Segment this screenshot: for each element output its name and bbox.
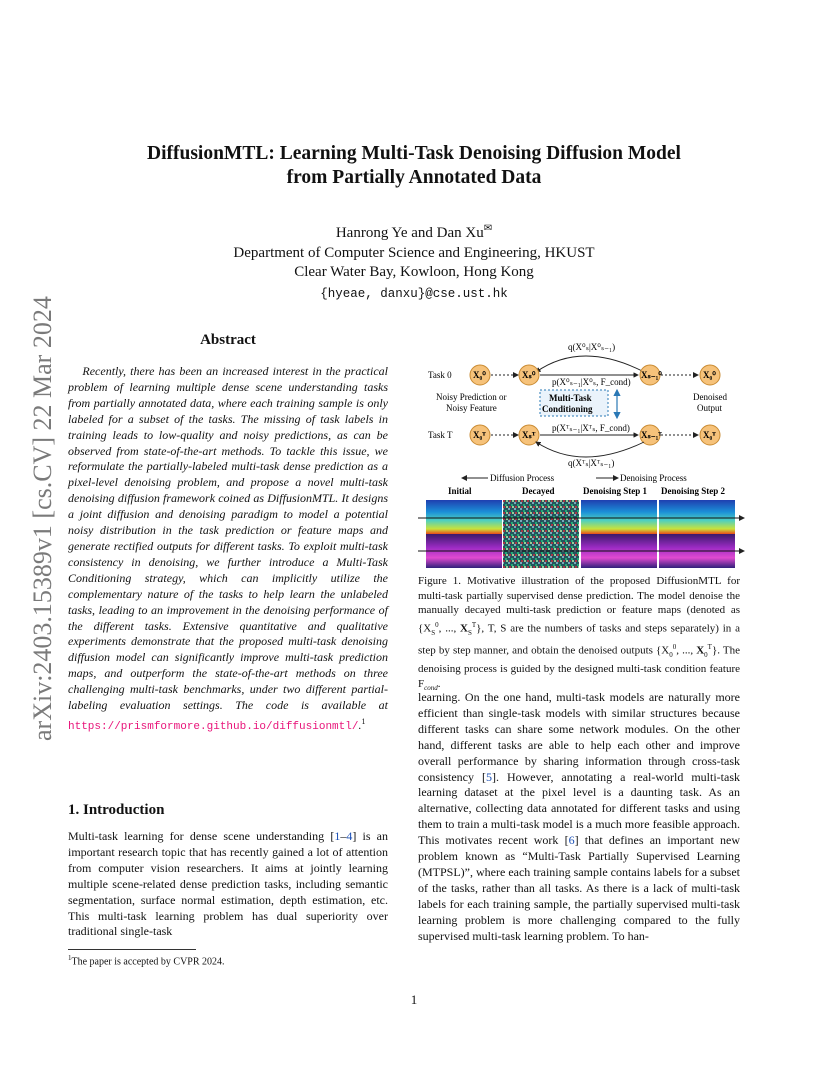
right-column-text: learning. On the one hand, multi-task models are naturally more efficient than single-task models with similar structures because different tasks can share some network modules. On the other hand, different tasks are able to help each other and improve overall performance by sharing information through cross-task consistency [5]. However, annotating a real-world multi-task learning dataset at the pixel level is a daunting task. As an alternative, collecting data annotated for different tasks and using them to train a multi-task model is a much more feasible approach. This motivates recent work [6] that defines an important new problem known as “Multi-Task Partially Supervised Learning (MTPSL)”, where each training sample contains labels for a subset of the tasks, rather than all tasks. As there is a lack of multi-task labels for each training sample, the partially supervised multi-task learning problem is more challenging compared to the fully supervised multi-task learning problem. To han-	[418, 690, 740, 943]
affiliation-line-2: Clear Water Bay, Kowloon, Hong Kong	[294, 264, 534, 280]
citation-link[interactable]: 4	[346, 829, 353, 843]
footnote: $^1$The paper is accepted by CVPR 2024.	[68, 954, 225, 968]
title-line-2: from Partially Annotated Data	[286, 167, 542, 188]
citation-link[interactable]: 5	[485, 769, 492, 784]
svg-text:Xₛ⁰: Xₛ⁰	[522, 370, 536, 380]
svg-text:Xₛ₋₁ᵀ: Xₛ₋₁ᵀ	[641, 430, 662, 440]
noisy-pred-label: Noisy Prediction or	[436, 392, 507, 402]
denoised-label-2: Output	[697, 403, 723, 413]
svg-text:X₀ᵀ: X₀ᵀ	[703, 430, 716, 440]
author-block	[100, 219, 728, 304]
arxiv-stamp: arXiv:2403.15389v1 [cs.CV] 22 Mar 2024	[28, 296, 57, 742]
svg-text:Xₛ₋₁⁰: Xₛ₋₁⁰	[641, 370, 662, 380]
q-bot-label: q(Xᵀₛ|Xᵀₛ₋₁)	[568, 458, 615, 468]
mtc-label-2: Conditioning	[542, 404, 593, 414]
diffusion-process-label: Diffusion Process	[490, 473, 555, 483]
envelope-icon: ✉	[483, 223, 493, 234]
task0-label: Task 0	[428, 370, 452, 380]
image-step2-task0	[659, 500, 735, 534]
paper-title	[100, 142, 728, 190]
abstract-text: Recently, there has been an increased interest in the practical problem of learning multiple dense scene understanding tasks from partially annotated data, where each training sample is only labeled for a subset of the tasks. The missing of task labels in training leads to low-quality and noisy predictions, as can be observed from state-of-the-art methods. To tackle this issue, we reformulate the partially-labeled multi-task dense prediction as a pixel-level denoising problem, and propose a novel multi-task denoising diffusion framework coined as DiffusionMTL. It designs a joint diffusion and denoising paradigm to model a potential noisy distribution in the task prediction or feature maps and generate rectified outputs for different tasks. To exploit multi-task consistency in denoising, we further introduce a Multi-Task Conditioning strategy, which can implicitly utilize the complementary nature of the tasks to help learn the unlabeled tasks, leading to an improvement in the denoising performance of the different tasks. Extensive quantitative and qualitative experiments demonstrate that the proposed multi-task denoising diffusion model can significantly improve multi-task prediction maps, and outperform the state-of-the-art methods on three challenging multi-task benchmarks, under two different partial-labeling evaluation settings. The code is available at	[68, 364, 388, 713]
p-bot-label: p(Xᵀₛ₋₁|Xᵀₛ, F_cond)	[552, 423, 630, 433]
image-initial-task0	[426, 500, 502, 534]
figure-1-caption: Figure 1. Motivative illustration of the proposed DiffusionMTL for multi-task partially supervised dense prediction. The model denoise the manually decayed multi-task prediction or feature maps (denoted as {$X_S^0$, ..., $X_S^T$}, T, S are the numbers of tasks and steps separately) in a step by step manner, and obtain the denoised outputs {$X_0^0$, ..., $X_0^T$}. The denoising process is guided by the designed multi-task condition feature $F_{cond}$.	[418, 575, 740, 692]
svg-text:X₀⁰: X₀⁰	[473, 370, 486, 380]
q-top-label: q(X⁰ₛ|X⁰ₛ₋₁)	[568, 342, 616, 352]
svg-text:X₀⁰: X₀⁰	[703, 370, 716, 380]
image-decayed	[503, 500, 579, 568]
title-line-1: DiffusionMTL: Learning Multi-Task Denoising Diffusion Model	[147, 143, 681, 164]
col-initial: Initial	[448, 486, 472, 496]
citation-link[interactable]: 6	[568, 833, 575, 848]
affiliation-line-1: Department of Computer Science and Engineering, HKUST	[233, 244, 595, 261]
denoised-label-1: Denoised	[693, 392, 727, 402]
abstract-heading: Abstract	[200, 332, 256, 348]
col-decayed: Decayed	[522, 486, 555, 496]
abstract-body: Recently, there has been an increased interest in the practical problem of learning multiple dense scene understanding tasks from partially annotated data, where each training sample is only labeled for a subset of the tasks. The missing of task labels in training leads to low-quality and noisy predictions, as can be observed from state-of-the-art methods. To tackle this issue, we reformulate the partially-labeled multi-task dense prediction as a pixel-level denoising problem, and propose a novel multi-task denoising diffusion framework coined as DiffusionMTL. It designs a joint diffusion and denoising paradigm to model a potential noisy distribution in the task prediction or feature maps and generate rectified outputs for different tasks. To exploit multi-task consistency in denoising, we further introduce a Multi-Task Conditioning strategy, which can implicitly utilize the complementary nature of the tasks to help learn the unlabeled tasks, leading to an improvement in the denoising performance of the different tasks. Extensive quantitative and qualitative experiments demonstrate that the proposed multi-task denoising diffusion model can significantly improve multi-task prediction maps, and outperform the state-of-the-art methods on three challenging multi-task benchmarks, under two different partial-labeling evaluation settings. The code is available at https://prismformore.github.io/diffusionmtl/.$^1$	[68, 364, 388, 733]
citation-link[interactable]: 1	[334, 829, 341, 843]
p-top-label: p(X⁰ₛ₋₁|X⁰ₛ, F_cond)	[552, 377, 631, 387]
abstract-footnote-mark: 1	[361, 716, 366, 726]
mtc-label-1: Multi-Task	[549, 393, 592, 403]
taskT-label: Task T	[428, 430, 453, 440]
image-step1-task0	[581, 500, 657, 534]
author-names: Hanrong Ye and Dan Xu	[335, 225, 484, 241]
section-heading-introduction: 1. Introduction	[68, 802, 165, 818]
denoising-process-label: Denoising Process	[620, 473, 687, 483]
svg-text:Xₛᵀ: Xₛᵀ	[522, 430, 536, 440]
col-step1: Denoising Step 1	[583, 486, 648, 496]
introduction-text: Multi-task learning for dense scene understanding [1–4] is an important research topic that has recently gained a lot of attention from computer vision researchers. It aims at jointly learning multiple scene-related dense prediction tasks, including semantic segmentation, surface normal estimation, depth estimation, etc. This multi-task learning problem has dual superiority over traditional single-task	[68, 829, 389, 939]
footnote-rule	[68, 949, 196, 950]
author-email: {hyeae, danxu}@cse.ust.hk	[320, 286, 508, 301]
code-link[interactable]: https://prismformore.github.io/diffusionmtl/	[68, 720, 359, 733]
noisy-feat-label: Noisy Feature	[446, 403, 497, 413]
figure-1	[418, 334, 748, 572]
svg-text:X₀ᵀ: X₀ᵀ	[473, 430, 486, 440]
page-number: 1	[410, 992, 418, 1007]
col-step2: Denoising Step 2	[661, 486, 726, 496]
